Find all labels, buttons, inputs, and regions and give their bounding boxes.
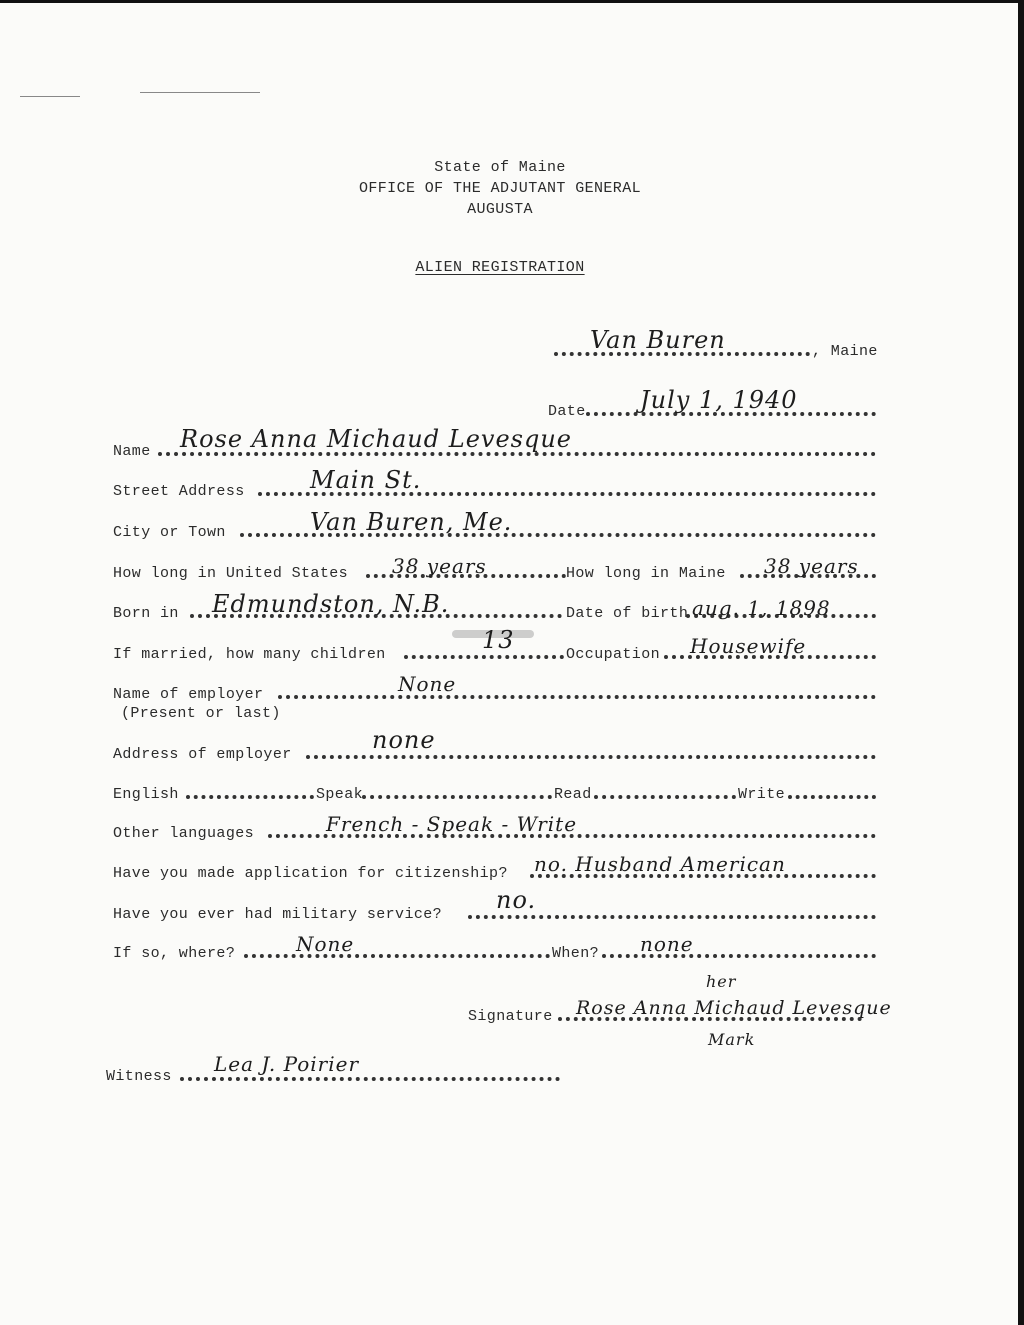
citizenship-label: Have you made application for citizenship? bbox=[113, 865, 508, 882]
occupation-value: Housewife bbox=[690, 634, 807, 658]
english-label: English bbox=[113, 786, 179, 803]
occupation-label: Occupation bbox=[566, 646, 661, 663]
scan-speck bbox=[140, 92, 260, 93]
name-value: Rose Anna Michaud Levesque bbox=[180, 425, 572, 453]
write-dots bbox=[788, 795, 876, 799]
how-long-maine-label: How long in Maine bbox=[566, 565, 726, 582]
date-label: Date bbox=[548, 403, 586, 420]
where-label: If so, where? bbox=[113, 945, 236, 962]
place-value: Van Buren bbox=[590, 326, 726, 354]
date-value: July 1, 1940 bbox=[640, 386, 798, 414]
maine-suffix: , Maine bbox=[812, 343, 878, 360]
witness-label: Witness bbox=[106, 1068, 172, 1085]
date-of-birth-value: aug. 1, 1898 bbox=[692, 596, 831, 620]
signature-mark: Mark bbox=[708, 1030, 756, 1049]
when-label: When? bbox=[552, 945, 600, 962]
how-long-maine-value: 38 years bbox=[764, 554, 859, 578]
citizenship-value: no. Husband American bbox=[534, 852, 786, 876]
scan-speck bbox=[20, 96, 80, 97]
city-or-town-value: Van Buren, Me. bbox=[310, 508, 513, 536]
employer-note: (Present or last) bbox=[121, 705, 281, 722]
read-label: Read bbox=[554, 786, 592, 803]
signature-value: Rose Anna Michaud Levesque bbox=[576, 997, 892, 1019]
children-dots bbox=[404, 655, 564, 659]
street-address-label: Street Address bbox=[113, 483, 245, 500]
city-or-town-label: City or Town bbox=[113, 524, 226, 541]
employer-address-value: none bbox=[372, 726, 436, 754]
how-long-us-label: How long in United States bbox=[113, 565, 349, 582]
where-dots bbox=[244, 954, 550, 958]
children-label: If married, how many children bbox=[113, 646, 386, 663]
children-value: 13 bbox=[482, 626, 515, 654]
employer-name-dots bbox=[278, 695, 876, 699]
state-heading: State of Maine bbox=[434, 159, 566, 176]
how-long-us-value: 38 years bbox=[392, 554, 487, 578]
speak-dots bbox=[362, 795, 552, 799]
military-value: no. bbox=[496, 886, 537, 914]
employer-address-dots bbox=[306, 755, 876, 759]
signature-her: her bbox=[706, 972, 737, 991]
military-dots bbox=[468, 915, 876, 919]
signature-label: Signature bbox=[468, 1008, 553, 1025]
witness-value: Lea J. Poirier bbox=[214, 1052, 360, 1076]
scan-edge-right bbox=[1018, 0, 1024, 1325]
when-value: none bbox=[640, 932, 694, 956]
employer-name-label: Name of employer bbox=[113, 686, 264, 703]
born-in-label: Born in bbox=[113, 605, 179, 622]
speak-label: Speak bbox=[316, 786, 364, 803]
other-languages-value: French - Speak - Write bbox=[326, 812, 578, 836]
street-address-value: Main St. bbox=[310, 466, 422, 494]
english-dots bbox=[186, 795, 314, 799]
city-heading: AUGUSTA bbox=[467, 201, 533, 218]
read-dots bbox=[594, 795, 736, 799]
employer-name-value: None bbox=[398, 672, 457, 696]
date-of-birth-label: Date of birth bbox=[566, 605, 689, 622]
military-label: Have you ever had military service? bbox=[113, 906, 443, 923]
form-title: ALIEN REGISTRATION bbox=[415, 259, 585, 276]
where-value: None bbox=[296, 932, 355, 956]
scan-edge-top bbox=[0, 0, 1024, 3]
office-heading: OFFICE OF THE ADJUTANT GENERAL bbox=[358, 180, 642, 197]
name-label: Name bbox=[113, 443, 151, 460]
other-languages-label: Other languages bbox=[113, 825, 255, 842]
write-label: Write bbox=[738, 786, 786, 803]
born-in-value: Edmundston, N.B. bbox=[212, 590, 450, 618]
employer-address-label: Address of employer bbox=[113, 746, 292, 763]
